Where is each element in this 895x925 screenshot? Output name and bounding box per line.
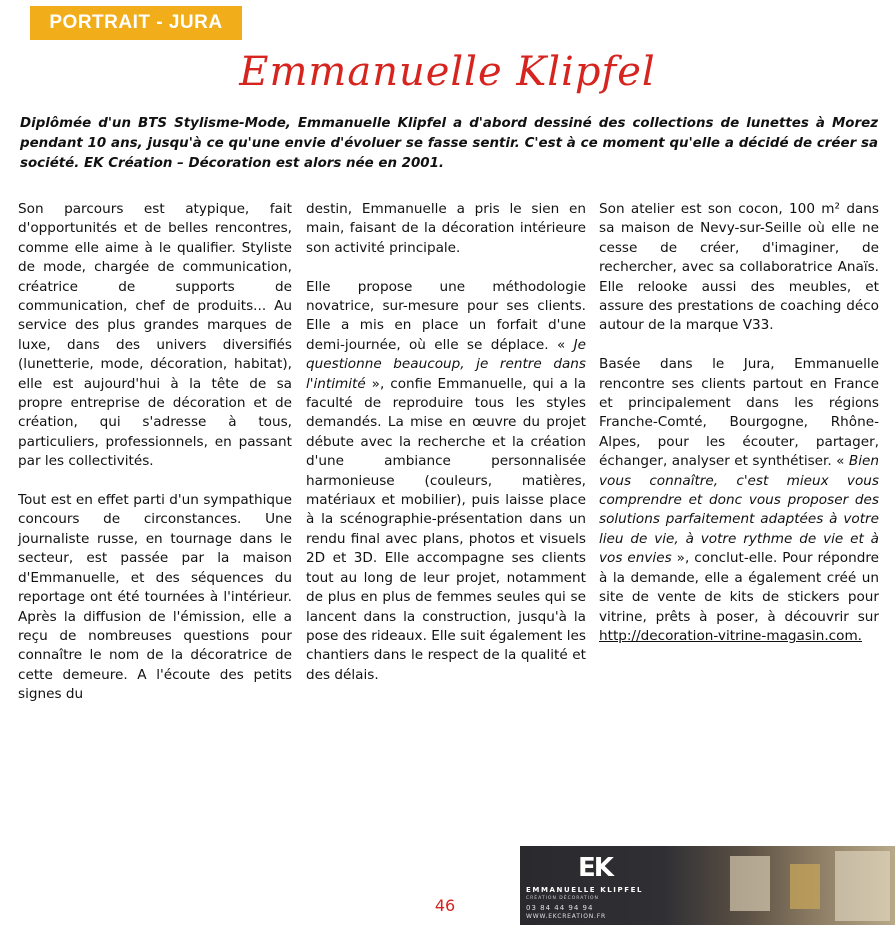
page-number: 46 xyxy=(434,896,456,915)
paragraph xyxy=(599,355,879,646)
photo-shape xyxy=(835,851,890,921)
photo-shape xyxy=(730,856,770,911)
ad-phone: 03 84 44 94 94 xyxy=(526,904,594,912)
interior-photo xyxy=(720,846,895,925)
section-tag: PORTRAIT - JURA xyxy=(30,6,242,40)
column-1 xyxy=(18,200,292,705)
article-title: Emmanuelle Klipfel xyxy=(239,49,656,95)
paragraph: Son atelier est son cocon, 100 m² dans sa maison de Nevy-sur-Seille où elle ne cesse de créer, d'imaginer, de rechercher, avec sa collaboratrice Anaïs. Elle relooke aussi des meubles, et assure des prestations de coaching déco autour de la marque V33. xyxy=(599,201,879,334)
ek-logo: EK xyxy=(578,853,612,883)
column-2 xyxy=(306,200,586,685)
text-run: », conclut-elle. Pour répondre à la demande, elle a également créé un site de vente de kits de stickers pour vitrine, prêts à poser, à découvrir sur xyxy=(599,550,879,625)
website-link[interactable]: http://decoration-vitrine-magasin.com. xyxy=(599,627,863,644)
photo-shape xyxy=(790,864,820,909)
quote: Bien vous connaître, c'est mieux vous comprendre et donc vous proposer des solutions parfaitement adaptées à votre lieu de vie, à votre rythme de vie et à vos envies xyxy=(599,453,879,567)
advertisement-banner xyxy=(520,846,895,925)
ad-subtitle: CRÉATION DÉCORATION xyxy=(526,896,599,901)
quote: Je questionne beaucoup, je rentre dans l'intimité xyxy=(306,336,586,392)
paragraph: Tout est en effet parti d'un sympathique concours de circonstances. Une journaliste russe, en tournage dans le secteur, est passée par la maison d'Emmanuelle, et des séquences du reportage ont été tournées à l'intérieur. Après la diffusion de l'émission, elle a reçu de nombreuses questions pour connaître le nom de la décoratrice de cette demeure. A l'écoute des petits signes du xyxy=(18,492,292,703)
paragraph: Son parcours est atypique, fait d'opportunités et de belles rencontres, comme elle aime à le qualifier. Styliste de mode, chargée de communication, créatrice de supports de communication, chef de produits... Au service des plus grandes marques de luxe, dans des univers diversifiés (lunetterie, mode, décoration, habitat), elle est aujourd'hui à la tête de sa propre entreprise de décoration et de création, qui s'adresse à tous, particuliers, professionnels, en passant par les collectivités. xyxy=(18,201,292,470)
paragraph xyxy=(306,278,586,686)
ad-website: WWW.EKCREATION.FR xyxy=(526,913,606,920)
column-3 xyxy=(599,200,879,646)
ad-brand-name: EMMANUELLE KLIPFEL xyxy=(526,886,644,894)
text-run: Basée dans le Jura, Emmanuelle rencontre ses clients partout en France et principalement dans les régions Franche-Comté, Bourgogne, Rhône-Alpes, pour les écouter, partager, échanger, analyser et synthétiser. « xyxy=(599,356,879,470)
text-run: », confie Emmanuelle, qui a la faculté de reproduire tous les styles demandés. La mise en œuvre du projet débute avec la recherche et la création d'une ambiance personnalisée harmonieuse (couleurs, matières, matériaux et mobilier), puis laisse place à la scénographie-présentation dans un rendu final avec plans, photos et visuels 2D et 3D. Elle accompagne ses clients tout au long de leur projet, notamment de plus en plus de femmes seules qui se lancent dans la construction, jusqu'à la pose des rideaux. Elle suit également les chantiers dans le respect de la qualité et des délais. xyxy=(306,375,586,683)
text-run: Elle propose une méthodologie novatrice, sur-mesure pour ses clients. Elle a mis en place un forfait d'une demi-journée, où elle se déplace. « xyxy=(306,278,586,353)
paragraph: destin, Emmanuelle a pris le sien en main, faisant de la décoration intérieure son activité principale. xyxy=(306,201,586,256)
article-intro: Diplômée d'un BTS Stylisme-Mode, Emmanuelle Klipfel a d'abord dessiné des collections de lunettes à Morez pendant 10 ans, jusqu'à ce qu'une envie d'évoluer se fasse sentir. C'est à ce moment qu'elle a décidé de créer sa société. EK Création – Décoration est alors née en 2001. xyxy=(20,116,878,171)
